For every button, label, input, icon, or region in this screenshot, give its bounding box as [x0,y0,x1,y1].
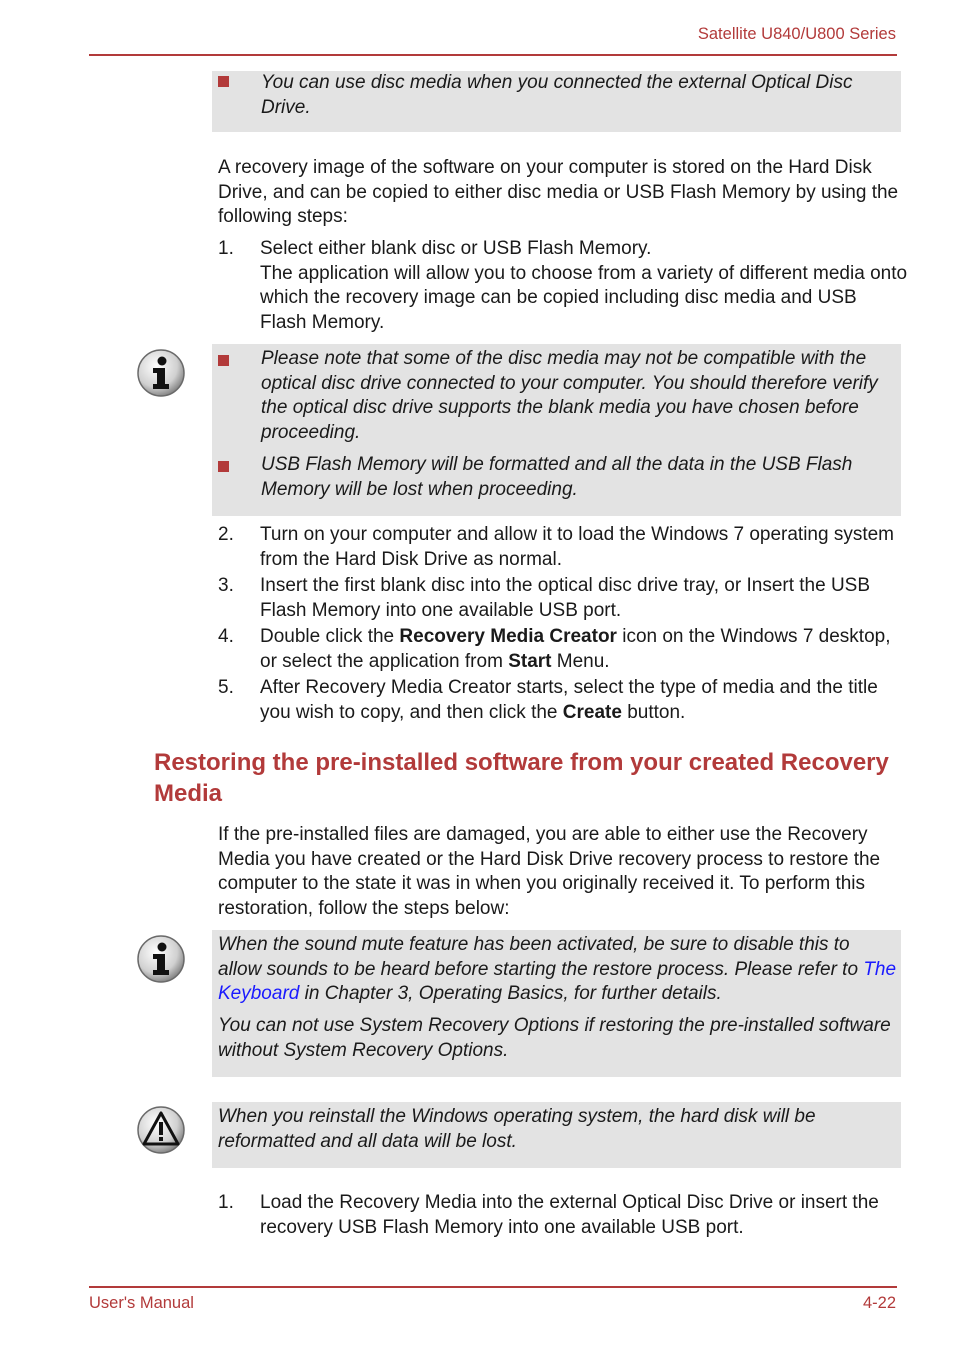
step-item [218,574,908,623]
bullet-square-icon [218,355,229,366]
note-box-warning [212,1102,901,1168]
step-text: Load the Recovery Media into the external Optical Disc Drive or insert the recovery USB Flash Memory into one available USB port. [260,1192,879,1238]
step-text: Select either blank disc or USB Flash Memory. [260,238,652,259]
step-text [260,625,908,674]
page-number: 4-22 [862,1294,896,1312]
note-paragraph [218,933,898,1007]
step-number: 1. [218,1192,234,1213]
note-bullet-text: USB Flash Memory will be formatted and all the data in the USB Flash Memory will be lost when proceeding. [261,454,853,500]
step-item [218,523,908,572]
header-rule [89,54,897,56]
bullet-square-icon [218,461,229,472]
note-paragraph: You can not use System Recovery Options if restoring the pre-installed software without System Recovery Options. [218,1015,891,1061]
note-box-top [212,71,901,132]
note-box-info-2 [212,930,901,1077]
step-text: Insert the first blank disc into the optical disc drive tray, or Insert the USB Flash Memory into one available USB port. [260,575,871,621]
step-text [260,676,908,725]
step-number: 3. [218,575,234,596]
recovery-media-creator-label: Recovery Media Creator [399,626,617,647]
step-item [218,1191,908,1240]
warning-icon [136,1105,186,1155]
intro-paragraph: A recovery image of the software on your computer is stored on the Hard Disk Drive, and can be copied to either disc media or USB Flash Memory by using the following steps: [218,157,899,227]
section-intro-paragraph: If the pre-installed files are damaged, you are able to either use the Recovery Media you have created or the Hard Disk Drive recovery process to restore the computer to the state it was in when you originally received it. To perform this restoration, follow the steps below: [218,824,881,919]
step-number: 4. [218,626,234,647]
the-keyboard-link[interactable]: The Keyboard [218,958,897,1004]
running-header: Satellite U840/U800 Series [697,25,896,43]
footer-rule [89,1286,897,1288]
step-number: 1. [218,238,234,259]
step-text-part: button. [621,701,686,723]
step-text-part: Menu. [551,650,610,672]
step-item [218,625,908,674]
note-text-part: When the sound mute feature has been activated, be sure to disable this to allow sounds to be heard before starting the restore process. Please refer to [218,934,864,980]
note-bullet-text: You can use disc media when you connected the external Optical Disc Drive. [261,72,853,118]
bullet-square-icon [218,76,229,87]
step-text-part: icon on the Windows 7 desktop, or select the application from [260,626,891,672]
note-text-part: in Chapter 3, Operating Basics, for further details. [299,983,722,1004]
note-bullet-text: Please note that some of the disc media may not be compatible with the optical disc drive connected to your computer. You should therefore verify the optical disc drive supports the blank media you have chosen before proceeding. [261,348,878,443]
step-item [218,237,908,335]
step-number: 5. [218,677,234,698]
step-text: Turn on your computer and allow it to load the Windows 7 operating system from the Hard Disk Drive as normal. [260,524,895,570]
footer-manual-label: User's Manual [89,1294,194,1312]
step-item [218,676,908,725]
step-number: 2. [218,524,234,545]
section-heading: Restoring the pre-installed software from your created Recovery Media [154,749,889,807]
info-icon [136,348,186,398]
start-menu-label: Start [508,650,552,672]
warning-text: When you reinstall the Windows operating system, the hard disk will be reformatted and all data will be lost. [218,1106,816,1152]
create-button-label: Create [562,701,622,723]
info-icon [136,934,186,984]
step-subtext: The application will allow you to choose from a variety of different media onto which the recovery image can be copied including disc media and USB Flash Memory. [260,262,908,333]
step-text-part: Double click the [260,626,400,647]
note-box-info-1 [212,344,901,516]
step-text-part: After Recovery Media Creator starts, select the type of media and the title you wish to copy, and then click the [260,677,878,723]
